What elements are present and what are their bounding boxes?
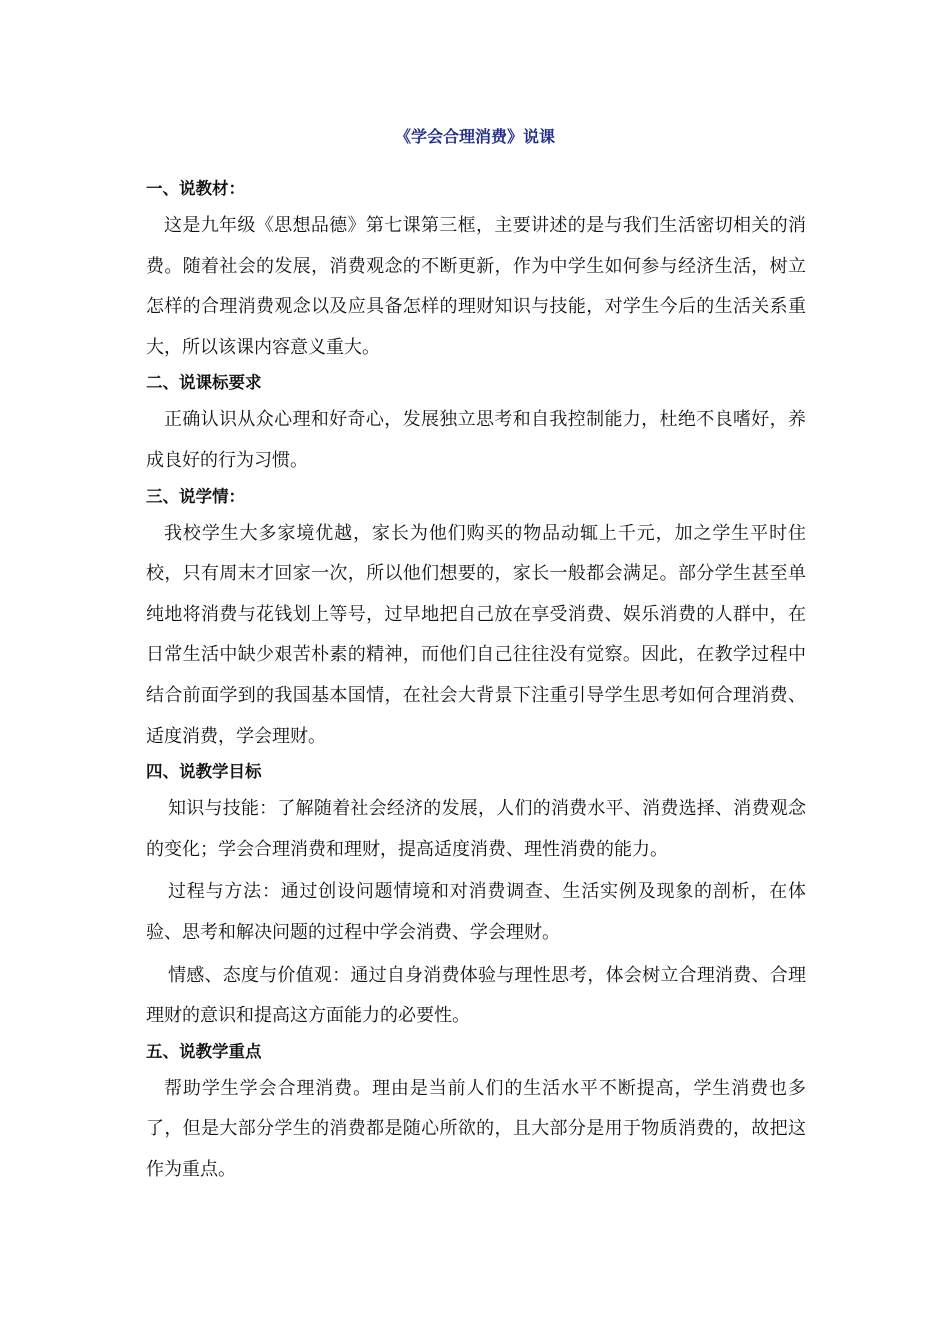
section-teaching-objectives [146, 759, 806, 1037]
objective-emotions-values: 情感、态度与价值观：通过自身消费体验与理性思考，体会树立合理消费、合理理财的意识和提高这方面能力的必要性。 [146, 964, 806, 1027]
section-teaching-focus [146, 1039, 806, 1191]
section-heading: 五、说教学重点 [146, 1041, 262, 1061]
section-paragraph: 我校学生大多家境优越，家长为他们购买的物品动辄上千元，加之学生平时住校，只有周末才回家一次，所以他们想要的，家长一般都会满足。部分学生甚至单纯地将消费与花钱划上等号，过早地把自己放在享受消费、娱乐消费的人群中，在日常生活中缺少艰苦朴素的精神，而他们自己往往没有觉察。因此，在教学过程中结合前面学到的我国基本国情，在社会大背景下注重引导学生思考如何合理消费、适度消费，学会理财。 [146, 522, 806, 747]
section-paragraph: 这是九年级《思想品德》第七课第三框，主要讲述的是与我们生活密切相关的消费。随着社会的发展，消费观念的不断更新，作为中学生如何参与经济生活，树立怎样的合理消费观念以及应具备怎样的理财知识与技能，对学生今后的生活关系重大，所以该课内容意义重大。 [146, 215, 806, 358]
section-heading: 一、说教材： [146, 179, 245, 198]
section-paragraph: 正确认识从众心理和好奇心，发展独立思考和自我控制能力，杜绝不良嗜好，养成良好的行为习惯。 [146, 409, 806, 471]
section-student-analysis [146, 484, 806, 758]
objective-knowledge-skills: 知识与技能：了解随着社会经济的发展，人们的消费水平、消费选择、消费观念的变化；学会合理消费和理财，提高适度消费、理性消费的能力。 [146, 798, 806, 860]
section-heading: 四、说教学目标 [146, 762, 262, 782]
section-paragraph: 帮助学生学会合理消费。理由是当前人们的生活水平不断提高，学生消费也多了，但是大部分学生的消费都是随心所欲的，且大部分是用于物质消费的，故把这作为重点。 [146, 1077, 806, 1180]
document-title: 《学会合理消费》说课 [394, 127, 555, 146]
objective-process-methods: 过程与方法：通过创设问题情境和对消费调查、生活实例及现象的剖析，在体验、思考和解决问题的过程中学会消费、学会理财。 [146, 881, 806, 943]
section-heading: 二、说课标要求 [146, 373, 262, 393]
section-heading: 三、说学情： [146, 486, 245, 506]
document-body [146, 176, 806, 1192]
section-curriculum-standards [146, 370, 806, 481]
section-textbook [146, 176, 806, 368]
